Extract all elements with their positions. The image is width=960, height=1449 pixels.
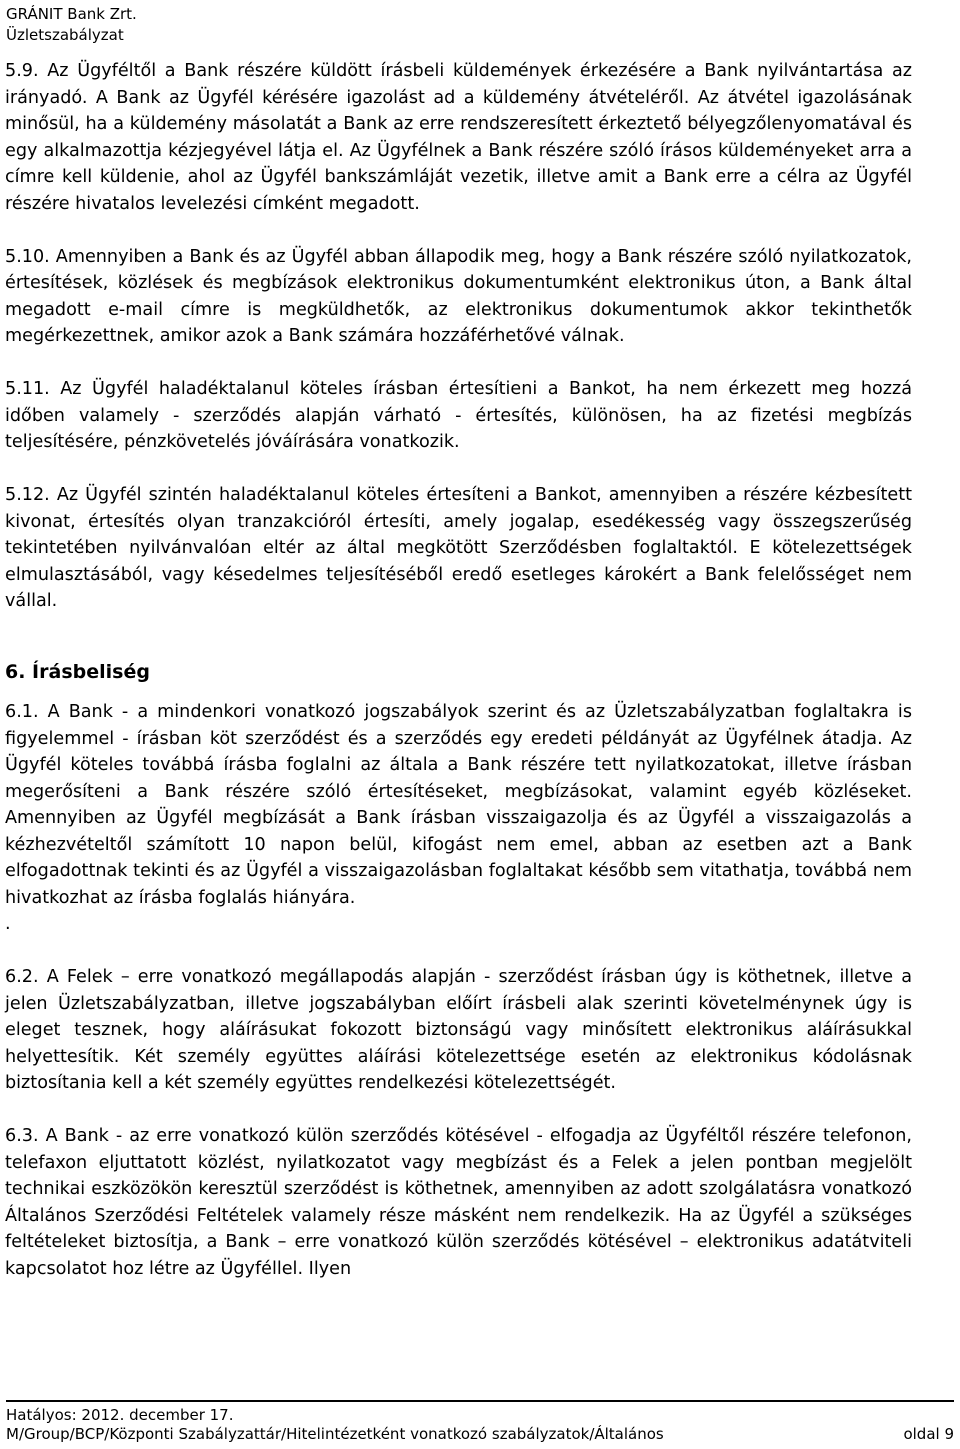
page-number: oldal 9 xyxy=(903,1425,954,1443)
document-path: M/Group/BCP/Központi Szabályzattár/Hitelintézetként vonatkozó szabályzatok/Általános xyxy=(6,1425,664,1443)
paragraph-5-10: 5.10. Amennyiben a Bank és az Ügyfél abban állapodik meg, hogy a Bank részére szóló nyilatkozatok, értesítések, közlések és megbízások elektronikus dokumentumként elektronikus úton, a Bank által megadott e-mail címre is megküldhetők, az elektronikus dokumentumok akkor tekinthetők megérkezettnek, amikor azok a Bank számára hozzáférhetővé válnak. xyxy=(5,246,912,346)
stray-dot: . xyxy=(5,914,11,934)
document-title: Üzletszabályzat xyxy=(6,26,124,44)
footer-divider xyxy=(6,1400,954,1402)
paragraph-6-1: 6.1. A Bank - a mindenkori vonatkozó jogszabályok szerint és az Üzletszabályzatban foglaltakra is figyelemmel - írásban köt szerződést és a szerződés egy eredeti példányát az Ügyfélnek átadja. Az Ügyfél köteles továbbá írásba foglalni az általa a Bank részére tett nyilatkozatokat, illetve írásban megerősíteni a Bank részére szóló értesítéseket, megbízásokat, valamint egyéb közléseket. Amennyiben az Ügyfél megbízását a Bank írásban visszaigazolja és az Ügyfél a visszaigazolás a kézhezvételtől számított 10 napon belül, kifogást nem emel, abban az esetben azt a Bank elfogadottnak tekinti és az Ügyfél a visszaigazolásban foglaltakat később sem vitathatja, továbbá nem hivatkozhat az írásba foglalás hiányára. xyxy=(5,702,912,908)
paragraph-5-11: 5.11. Az Ügyfél haladéktalanul köteles írásban értesítieni a Bankot, ha nem érkezett meg hozzá időben valamely - szerződés alapján várható - értesítés, különösen, ha az fizetési megbízás teljesítésére, pénzkövetelés jóváírására vonatkozik. xyxy=(5,379,912,452)
company-name: GRÁNIT Bank Zrt. xyxy=(6,5,137,23)
paragraph-6-2: 6.2. A Felek – erre vonatkozó megállapodás alapján - szerződést írásban úgy is köthetnek, illetve a jelen Üzletszabályzatban, illetve jogszabályban előírt írásbeli alak szerinti követelménynek úgy is eleget tesznek, hogy aláírásukat fokozott biztonságú vagy minősített elektronikus aláírásukkal helyettesítik. Két személy együttes aláírási kötelezettsége esetén az elektronikus kódolásnak biztosítania kell a két személy együttes rendelkezési kötelezettségét. xyxy=(5,967,912,1093)
paragraph-5-12: 5.12. Az Ügyfél szintén haladéktalanul köteles értesíteni a Bankot, amennyiben a részére kézbesített kivonat, értesítés olyan tranzakcióról értesíti, amely jogalap, esedékesség vagy összegszerűség tekintetében nyilvánvalóan eltér az által megkötött Szerződésben foglaltaktól. E kötelezettségek elmulasztásából, vagy késedelmes teljesítéséből eredő esetleges károkért a Bank felelősséget nem vállal. xyxy=(5,485,912,611)
page-footer xyxy=(6,1406,954,1444)
page-header xyxy=(6,4,137,46)
paragraph-6-3: 6.3. A Bank - az erre vonatkozó külön szerződés kötésével - elfogadja az Ügyféltől részére telefonon, telefaxon eljuttatott közlést, nyilatkozatot vagy megbízást és a Felek a jelen pontban megjelölt technikai eszközökön keresztül szerződést is köthetnek, amennyiben az adott szolgálatásra vonatkozó Általános Szerződési Feltételek valamely része másként nem rendelkezik. Ha az Ügyfél a szükséges feltételeket biztosítja, a Bank – erre vonatkozó külön szerződés kötésével – elektronikus adatátviteli kapcsolatot hoz létre az Ügyféllel. Ilyen xyxy=(5,1126,912,1279)
effective-date: Hatályos: 2012. december 17. xyxy=(6,1406,234,1424)
paragraph-5-9: 5.9. Az Ügyféltől a Bank részére küldött írásbeli küldemények érkezésére a Bank nyilvántartása az irányadó. A Bank az Ügyfél kérésére igazolást ad a küldemény átvételéről. Az átvétel igazolásának minősül, ha a küldemény másolatát a Bank az erre rendszeresített érkeztető bélyegzőlenyomatával és egy alkalmazottja kézjegyével látja el. Az Ügyfélnek a Bank részére szóló írásos küldeményeket arra a címre kell küldenie, ahol az Ügyfél bankszámláját vezetik, illetve amit a Bank erre a célra az Ügyfél részére hivatalos levelezési címként megadott. xyxy=(5,61,912,214)
document-body xyxy=(5,58,912,1309)
section-heading-6: 6. Írásbeliség xyxy=(5,660,150,683)
